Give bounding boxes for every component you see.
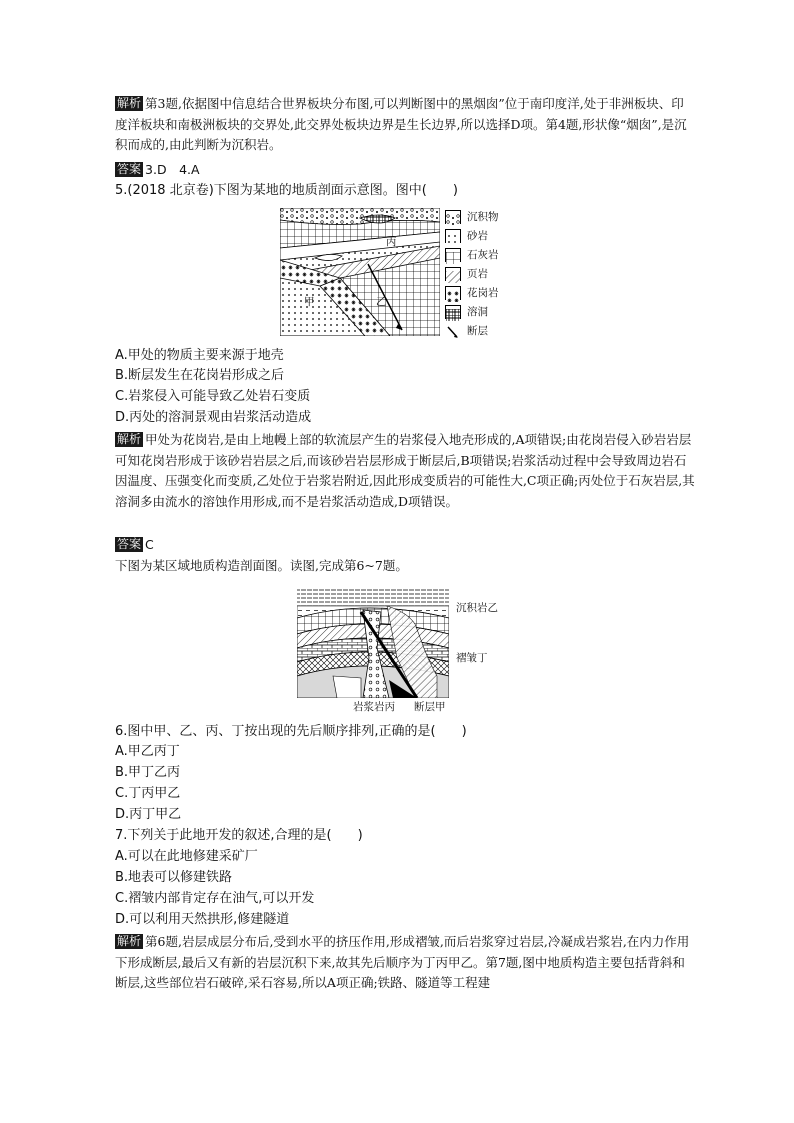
legend-label: 溶洞 <box>467 306 488 318</box>
fault-symbol-icon <box>447 323 459 335</box>
geologic-section-figure-1 <box>280 208 440 336</box>
legend-label: 石灰岩 <box>467 249 499 261</box>
figure-1-legend <box>445 210 535 336</box>
legend-swatch-sediment <box>445 210 461 224</box>
label-sediment-rock-yi: 沉积岩乙 <box>456 602 498 614</box>
label-yi: 乙 <box>376 296 387 308</box>
question-5-stem: 5.(2018 北京卷)下图为某地的地质剖面示意图。图中( ) <box>115 183 458 198</box>
legend-swatch-cave <box>445 305 461 319</box>
legend-label: 断层 <box>467 325 488 337</box>
label-fault-jia: 断层甲 <box>414 701 446 713</box>
q6-option-b[interactable]: B.甲丁乙丙 <box>115 765 181 780</box>
q6-option-a[interactable]: A.甲乙丙丁 <box>115 744 180 759</box>
figure-2-intro: 下图为某区域地质构造剖面图。读图,完成第6~7题。 <box>115 558 408 573</box>
geologic-section-figure-2 <box>297 588 449 698</box>
legend-swatch-shale <box>445 267 461 281</box>
q7-option-c[interactable]: C.褶皱内部肯定存在油气,可以开发 <box>115 891 315 906</box>
q5-option-b[interactable]: B.断层发生在花岗岩形成之后 <box>115 368 285 383</box>
analysis-block-3 <box>115 932 695 994</box>
analysis-text: 甲处为花岗岩,是由上地幔上部的软流层产生的岩浆侵入地壳形成的,A项错误;由花岗岩侵入砂岩岩层可知花岗岩形成于该砂岩岩层之后,而该砂岩岩层形成于断层后,B项错误;岩浆活动过程中会导致周边岩石因温度、压强变化而变质,乙处位于岩浆岩附近,因此形成变质岩的可能性大,C项正确;丙处位于石灰岩层,其溶洞多由流水的溶蚀作用形成,而不是岩浆活动造成,D项错误。 <box>115 432 695 509</box>
legend-swatch-sandstone <box>445 229 461 243</box>
legend-label: 砂岩 <box>467 230 488 242</box>
legend-label: 页岩 <box>467 268 488 280</box>
q6-option-c[interactable]: C.丁丙甲乙 <box>115 786 181 801</box>
legend-label: 沉积物 <box>467 211 499 223</box>
answer-text: C <box>145 537 154 552</box>
q5-option-a[interactable]: A.甲处的物质主要来源于地壳 <box>115 348 284 363</box>
q5-option-c[interactable]: C.岩浆侵入可能导致乙处岩石变质 <box>115 389 311 404</box>
label-fold-ding: 褶皱丁 <box>456 652 488 664</box>
analysis-block-2 <box>115 430 695 512</box>
answer-block-1 <box>115 160 695 181</box>
answer-block-2 <box>115 535 695 556</box>
q7-option-b[interactable]: B.地表可以修建铁路 <box>115 870 233 885</box>
analysis-tag: 解析 <box>117 432 142 446</box>
legend-label: 花岗岩 <box>467 287 499 299</box>
q6-option-d[interactable]: D.丙丁甲乙 <box>115 807 182 822</box>
analysis-tag: 解析 <box>117 96 142 110</box>
question-6-stem: 6.图中甲、乙、丙、丁按出现的先后顺序排列,正确的是( ) <box>115 724 467 739</box>
answer-text: 3.D 4.A <box>145 162 200 177</box>
label-jia: 甲 <box>304 296 315 308</box>
q7-option-a[interactable]: A.可以在此地修建采矿厂 <box>115 849 258 864</box>
q5-option-d[interactable]: D.丙处的溶洞景观由岩浆活动造成 <box>115 410 312 425</box>
legend-swatch-granite <box>445 286 461 300</box>
answer-tag: 答案 <box>117 162 142 176</box>
legend-swatch-limestone <box>445 248 461 262</box>
q7-option-d[interactable]: D.可以利用天然拱形,修建隧道 <box>115 912 290 927</box>
answer-tag: 答案 <box>117 537 142 551</box>
analysis-text: 第6题,岩层成层分布后,受到水平的挤压作用,形成褶皱,而后岩浆穿过岩层,冷凝成岩浆岩,在内力作用下形成断层,最后又有新的岩层沉积下来,故其先后顺序为丁丙甲乙。第7题,图中地质构造主要包括背斜和断层,这些部位岩石破碎,采石容易,所以A项正确;铁路、隧道等工程建 <box>115 934 690 990</box>
label-magma-rock-bing: 岩浆岩丙 <box>353 701 395 713</box>
analysis-block-1 <box>115 94 695 156</box>
analysis-tag: 解析 <box>117 934 142 948</box>
analysis-text: 第3题,依据图中信息结合世界板块分布图,可以判断图中的黑烟囱”位于南印度洋,处于非洲板块、印度洋板块和南极洲板块的交界处,此交界处板块边界是生长边界,所以选择D项。第4题,形状像“烟囱”,是沉积而成的,由此判断为沉积岩。 <box>115 96 687 152</box>
label-bing: 丙 <box>386 236 397 248</box>
question-7-stem: 7.下列关于此地开发的叙述,合理的是( ) <box>115 828 363 843</box>
